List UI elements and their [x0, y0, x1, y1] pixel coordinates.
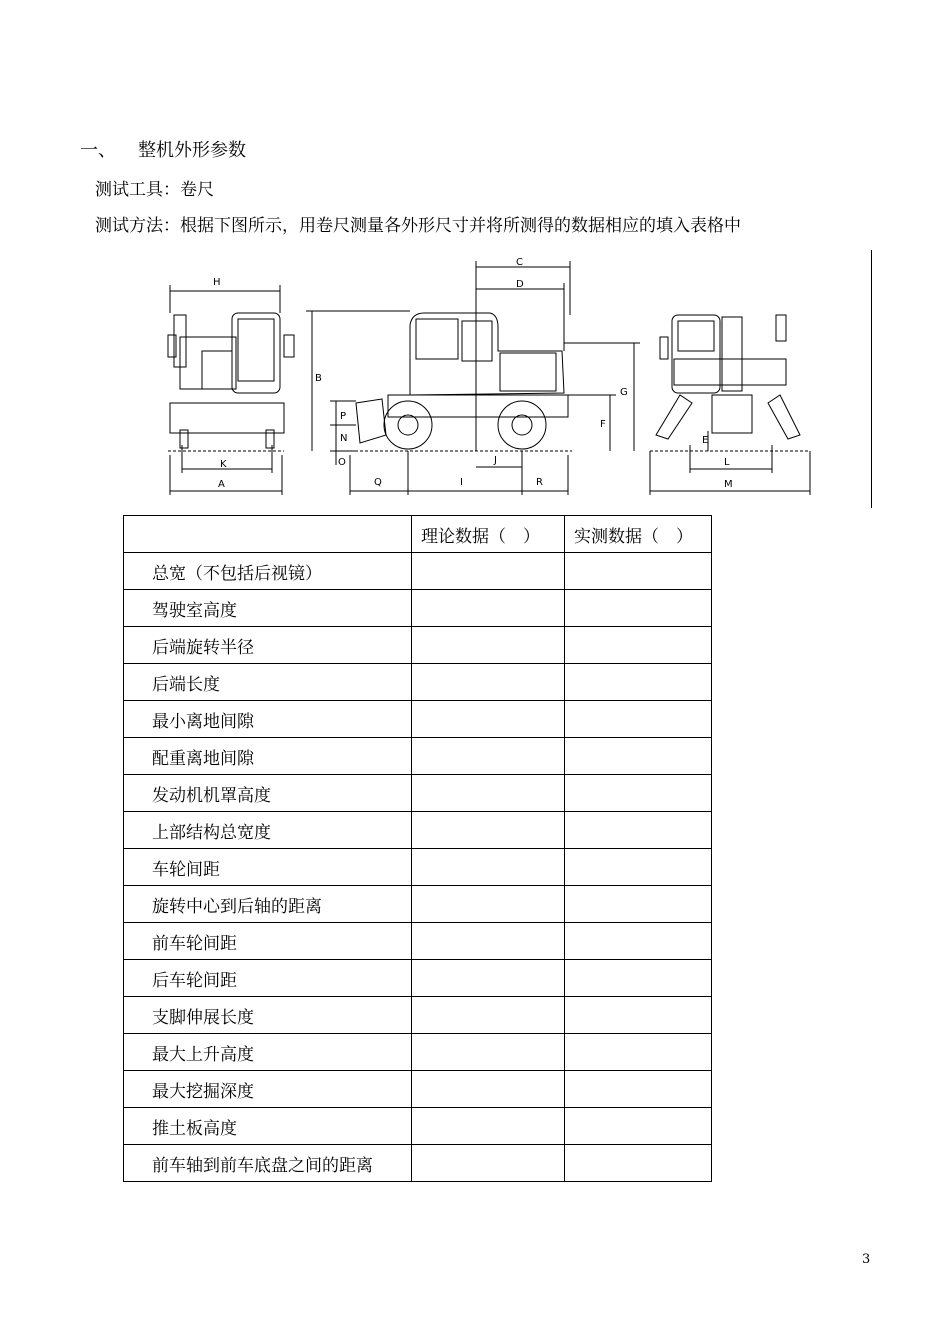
- row-label: 最小离地间隙: [124, 701, 412, 738]
- dimension-table: [123, 515, 712, 1182]
- label-M: M: [724, 479, 733, 490]
- measured-value-cell[interactable]: [565, 553, 712, 590]
- measured-value-cell[interactable]: [565, 812, 712, 849]
- label-C: C: [516, 257, 523, 268]
- theoretical-value-cell[interactable]: [412, 923, 565, 960]
- label-P: P: [340, 411, 347, 422]
- table-row: [124, 1034, 712, 1071]
- row-label: 旋转中心到后轴的距离: [124, 886, 412, 923]
- row-label: 前车轮间距: [124, 923, 412, 960]
- test-method-line: 测试方法：根据下图所示，用卷尺测量各外形尺寸并将所测得的数据相应的填入表格中: [95, 216, 741, 236]
- measured-value-cell[interactable]: [565, 738, 712, 775]
- theoretical-value-cell[interactable]: [412, 849, 565, 886]
- measured-value-cell[interactable]: [565, 923, 712, 960]
- measured-value-cell[interactable]: [565, 1071, 712, 1108]
- measured-value-cell[interactable]: [565, 1108, 712, 1145]
- label-H: H: [213, 277, 221, 288]
- measured-value-cell[interactable]: [565, 960, 712, 997]
- side-view-drawing: [306, 261, 640, 495]
- row-label: 驾驶室高度: [124, 590, 412, 627]
- measured-value-cell[interactable]: [565, 1034, 712, 1071]
- label-F: F: [600, 419, 606, 430]
- row-label: 后车轮间距: [124, 960, 412, 997]
- label-L: L: [724, 457, 730, 468]
- row-label: 总宽（不包括后视镜）: [124, 553, 412, 590]
- table-row: [124, 923, 712, 960]
- table-row: [124, 738, 712, 775]
- row-label: 后端长度: [124, 664, 412, 701]
- header-cell-item: [124, 516, 412, 553]
- table-row: [124, 997, 712, 1034]
- theoretical-value-cell[interactable]: [412, 553, 565, 590]
- row-label: 后端旋转半径: [124, 627, 412, 664]
- label-O: O: [338, 457, 346, 468]
- row-label: 发动机机罩高度: [124, 775, 412, 812]
- header-cell-measured: 实测数据（ ）: [565, 516, 712, 553]
- theoretical-value-cell[interactable]: [412, 775, 565, 812]
- theoretical-value-cell[interactable]: [412, 960, 565, 997]
- measured-value-cell[interactable]: [565, 701, 712, 738]
- label-N: N: [340, 433, 348, 444]
- table-row: [124, 590, 712, 627]
- theoretical-value-cell[interactable]: [412, 1108, 565, 1145]
- label-Q: Q: [374, 477, 382, 488]
- theoretical-value-cell[interactable]: [412, 701, 565, 738]
- table-row: [124, 812, 712, 849]
- section-heading: [80, 136, 246, 162]
- label-J: J: [494, 455, 497, 466]
- row-label: 前车轴到前车底盘之间的距离: [124, 1145, 412, 1182]
- table-row: [124, 553, 712, 590]
- label-G: G: [620, 387, 628, 398]
- measured-value-cell[interactable]: [565, 997, 712, 1034]
- section-title: 整机外形参数: [138, 140, 246, 161]
- row-label: 最大上升高度: [124, 1034, 412, 1071]
- table-row: [124, 1145, 712, 1182]
- theoretical-value-cell[interactable]: [412, 1071, 565, 1108]
- table-row: [124, 960, 712, 997]
- measured-value-cell[interactable]: [565, 664, 712, 701]
- table-row: [124, 627, 712, 664]
- rear-view-drawing: [168, 285, 294, 495]
- measured-value-cell[interactable]: [565, 590, 712, 627]
- table-row: [124, 664, 712, 701]
- theoretical-value-cell[interactable]: [412, 812, 565, 849]
- theoretical-value-cell[interactable]: [412, 738, 565, 775]
- table-row: [124, 1108, 712, 1145]
- theoretical-value-cell[interactable]: [412, 627, 565, 664]
- row-label: 支脚伸展长度: [124, 997, 412, 1034]
- table-row: [124, 775, 712, 812]
- label-D: D: [516, 279, 524, 290]
- table-header-row: [124, 516, 712, 553]
- theoretical-value-cell[interactable]: [412, 590, 565, 627]
- label-B: B: [315, 373, 322, 384]
- measured-value-cell[interactable]: [565, 627, 712, 664]
- theoretical-value-cell[interactable]: [412, 1145, 565, 1182]
- row-label: 车轮间距: [124, 849, 412, 886]
- table-row: [124, 701, 712, 738]
- excavator-dimension-diagram: [160, 255, 820, 505]
- row-label: 推土板高度: [124, 1108, 412, 1145]
- header-cell-theoretical: 理论数据（ ）: [412, 516, 565, 553]
- theoretical-value-cell[interactable]: [412, 1034, 565, 1071]
- label-K: K: [220, 459, 227, 470]
- measured-value-cell[interactable]: [565, 849, 712, 886]
- front-view-drawing: [650, 315, 810, 495]
- table-row: [124, 849, 712, 886]
- theoretical-value-cell[interactable]: [412, 997, 565, 1034]
- table-row: [124, 1071, 712, 1108]
- label-A: A: [218, 479, 225, 490]
- test-tool-line: 测试工具：卷尺: [95, 180, 214, 200]
- theoretical-value-cell[interactable]: [412, 664, 565, 701]
- label-E: E: [702, 435, 709, 446]
- section-number: 一、: [80, 140, 116, 161]
- row-label: 配重离地间隙: [124, 738, 412, 775]
- row-label: 上部结构总宽度: [124, 812, 412, 849]
- row-label: 最大挖掘深度: [124, 1071, 412, 1108]
- measured-value-cell[interactable]: [565, 886, 712, 923]
- page-number: 3: [862, 1252, 871, 1267]
- label-I: I: [460, 477, 463, 488]
- measured-value-cell[interactable]: [565, 775, 712, 812]
- margin-rule: [871, 250, 872, 508]
- measured-value-cell[interactable]: [565, 1145, 712, 1182]
- table-row: [124, 886, 712, 923]
- label-R: R: [536, 477, 543, 488]
- theoretical-value-cell[interactable]: [412, 886, 565, 923]
